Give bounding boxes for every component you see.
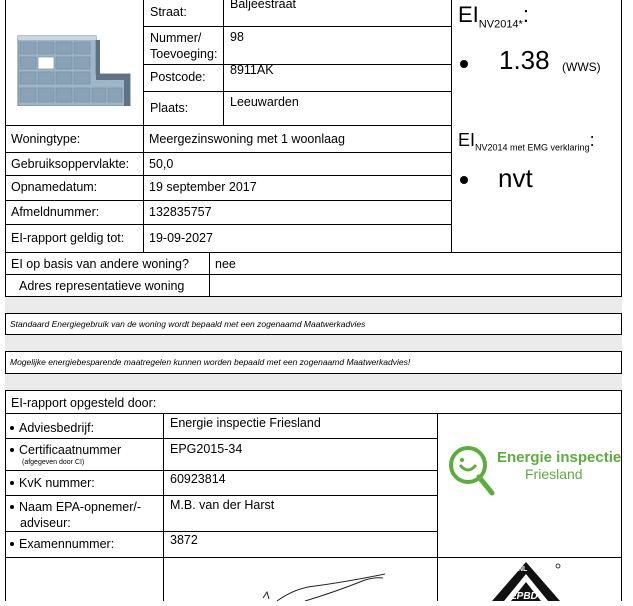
signature (255, 568, 415, 601)
building-illustration (14, 26, 132, 106)
grey-spacer (5, 335, 622, 351)
city-label: Plaats: (150, 101, 189, 115)
rep-address-label: Adres representatieve woning (19, 279, 185, 293)
report-label: KvK nummer: (10, 476, 95, 490)
report-label: Examennummer: (10, 537, 114, 551)
report-value: EPG2015-34 (170, 442, 243, 456)
grey-spacer (5, 297, 622, 313)
postcode-value: 8911AK (230, 63, 274, 77)
street-label: Straat: (150, 5, 187, 19)
bullet-icon (460, 176, 468, 184)
energie-inspectie-logo-icon (446, 443, 496, 497)
epbd-text: EPBD (510, 591, 538, 602)
number-label: Nummer/ Toevoeging: (150, 31, 218, 61)
report-value: 60923814 (170, 472, 226, 486)
detail-value: 19-09-2027 (149, 231, 213, 245)
detail-label: Woningtype: (11, 132, 81, 146)
logo-line2: Friesland (525, 466, 583, 482)
report-value: Energie inspectie Friesland (170, 416, 321, 430)
logo-line1: Energie inspectie (497, 449, 621, 466)
detail-label: Opnamedatum: (11, 180, 98, 194)
street-value: Baljeestraat (230, 0, 297, 11)
postcode-label: Postcode: (150, 70, 206, 84)
standard-note: Standaard Energiegebruik van de woning wordt bepaald met een zogenaamd Maatwerkadvies (10, 319, 366, 329)
detail-label: EI-rapport geldig tot: (11, 231, 125, 245)
report-value: M.B. van der Harst (170, 498, 275, 512)
number-value: 98 (230, 30, 244, 44)
report-label: Naam EPA-opnemer/- adviseur: (10, 499, 141, 531)
ei-unit: (WWS) (562, 60, 601, 74)
detail-value: Meergezinswoning met 1 woonlaag (149, 132, 345, 146)
report-label: Adviesbedrijf: (10, 421, 94, 435)
epbd-logo (486, 560, 566, 601)
detail-value: 19 september 2017 (149, 180, 257, 194)
detail-label: Afmeldnummer: (11, 205, 100, 219)
ei-emg-value: nvt (498, 163, 533, 193)
report-label: Certificaatnummer (10, 443, 121, 457)
grey-spacer (5, 374, 622, 390)
ei-emg-heading: $EI_{NV2014 met EMG verklaring}$: (458, 130, 595, 153)
report-heading: EI-rapport opgesteld door: (11, 396, 157, 410)
detail-value: 132835757 (149, 205, 212, 219)
other-home-value: nee (215, 257, 236, 271)
bullet-icon (460, 60, 468, 68)
report-sublabel: (afgegeven door CI) (22, 459, 85, 466)
epbd-badge: NL (518, 566, 528, 573)
report-value: 3872 (170, 533, 198, 547)
detail-value: 50,0 (149, 157, 174, 171)
city-value: Leeuwarden (230, 95, 299, 109)
measures-note: Mogelijke energiebesparende maatregelen kunnen worden bepaald met een zogenaamd Maatwerkadvies! (10, 357, 411, 367)
ei-heading: $EI_{NV2014*}$: (458, 2, 529, 31)
ei-value: 1.38 (499, 45, 550, 75)
other-home-label: EI op basis van andere woning? (11, 257, 189, 271)
detail-label: Gebruiksoppervlakte: (11, 157, 130, 171)
